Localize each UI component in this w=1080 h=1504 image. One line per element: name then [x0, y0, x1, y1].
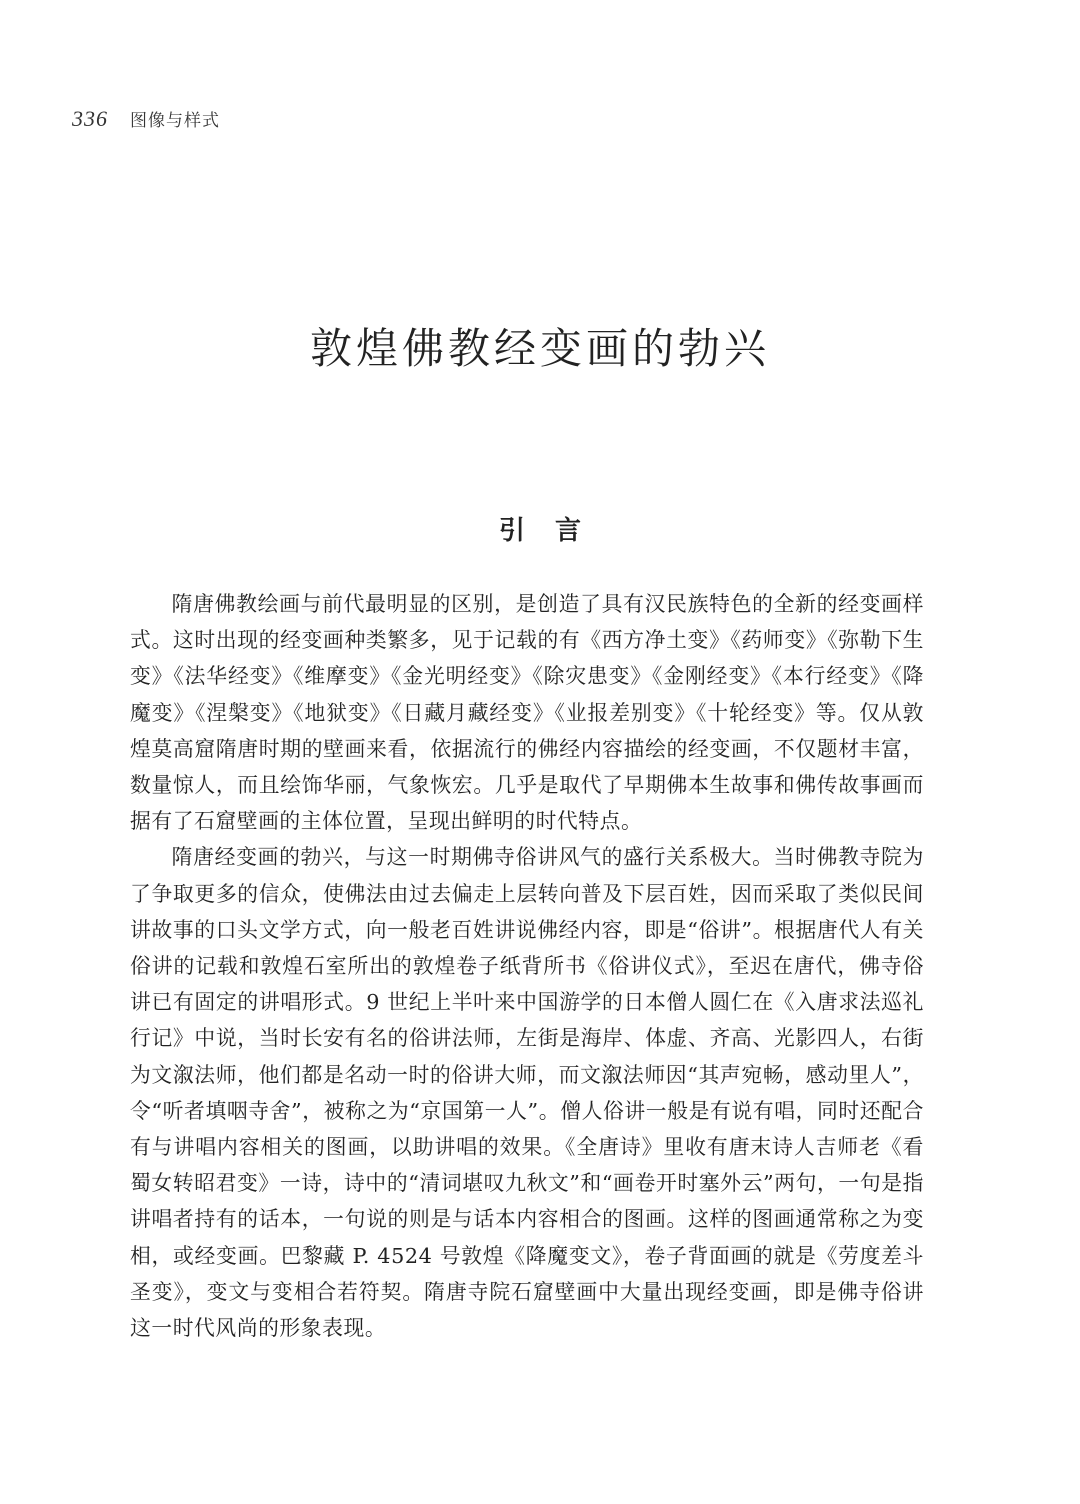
body-text — [130, 586, 924, 1346]
running-title: 图像与样式 — [130, 111, 220, 131]
running-header — [72, 106, 220, 142]
paragraph-1: 隋唐佛教绘画与前代最明显的区别，是创造了具有汉民族特色的全新的经变画样式。这时出现的经变画种类繁多，见于记载的有《西方净土变》《药师变》《弥勒下生变》《法华经变》《维摩变》《金光明经变》《除灾患变》《金刚经变》《本行经变》《降魔变》《涅槃变》《地狱变》《日藏月藏经变》《业报差别变》《十轮经变》等。仅从敦煌莫高窟隋唐时期的壁画来看，依据流行的佛经内容描绘的经变画，不仅题材丰富，数量惊人，而且绘饰华丽，气象恢宏。几乎是取代了早期佛本生故事和佛传故事画而据有了石窟壁画的主体位置，呈现出鲜明的时代特点。 — [130, 592, 924, 834]
section-heading: 引言 — [498, 516, 611, 546]
paragraph-2: 隋唐经变画的勃兴，与这一时期佛寺俗讲风气的盛行关系极大。当时佛教寺院为了争取更多的信众，使佛法由过去偏走上层转向普及下层百姓，因而采取了类似民间讲故事的口头文学方式，向一般老百姓讲说佛经内容，即是“俗讲”。根据唐代人有关俗讲的记载和敦煌石室所出的敦煌卷子纸背所书《俗讲仪式》，至迟在唐代，佛寺俗讲已有固定的讲唱形式。9 世纪上半叶来中国游学的日本僧人圆仁在《入唐求法巡礼行记》中说，当时长安有名的俗讲法师，左街是海岸、体虚、齐高、光影四人，右街为文溆法师，他们都是名动一时的俗讲大师，而文溆法师因“其声宛畅，感动里人”，令“听者填咽寺舍”，被称之为“京国第一人”。僧人俗讲一般是有说有唱，同时还配合有与讲唱内容相关的图画，以助讲唱的效果。《全唐诗》里收有唐末诗人吉师老《看蜀女转昭君变》一诗，诗中的“清词堪叹九秋文”和“画卷开时塞外云”两句，一句是指讲唱者持有的话本，一句说的则是与话本内容相合的图画。这样的图画通常称之为变相，或经变画。巴黎藏 P. 4524 号敦煌《降魔变文》，卷子背面画的就是《劳度差斗圣变》，变文与变相合若符契。隋唐寺院石窟壁画中大量出现经变画，即是佛寺俗讲这一时代风尚的形象表现。 — [130, 845, 924, 1341]
page-number: 336 — [72, 106, 108, 131]
chapter-title: 敦煌佛教经变画的勃兴 — [309, 324, 770, 373]
